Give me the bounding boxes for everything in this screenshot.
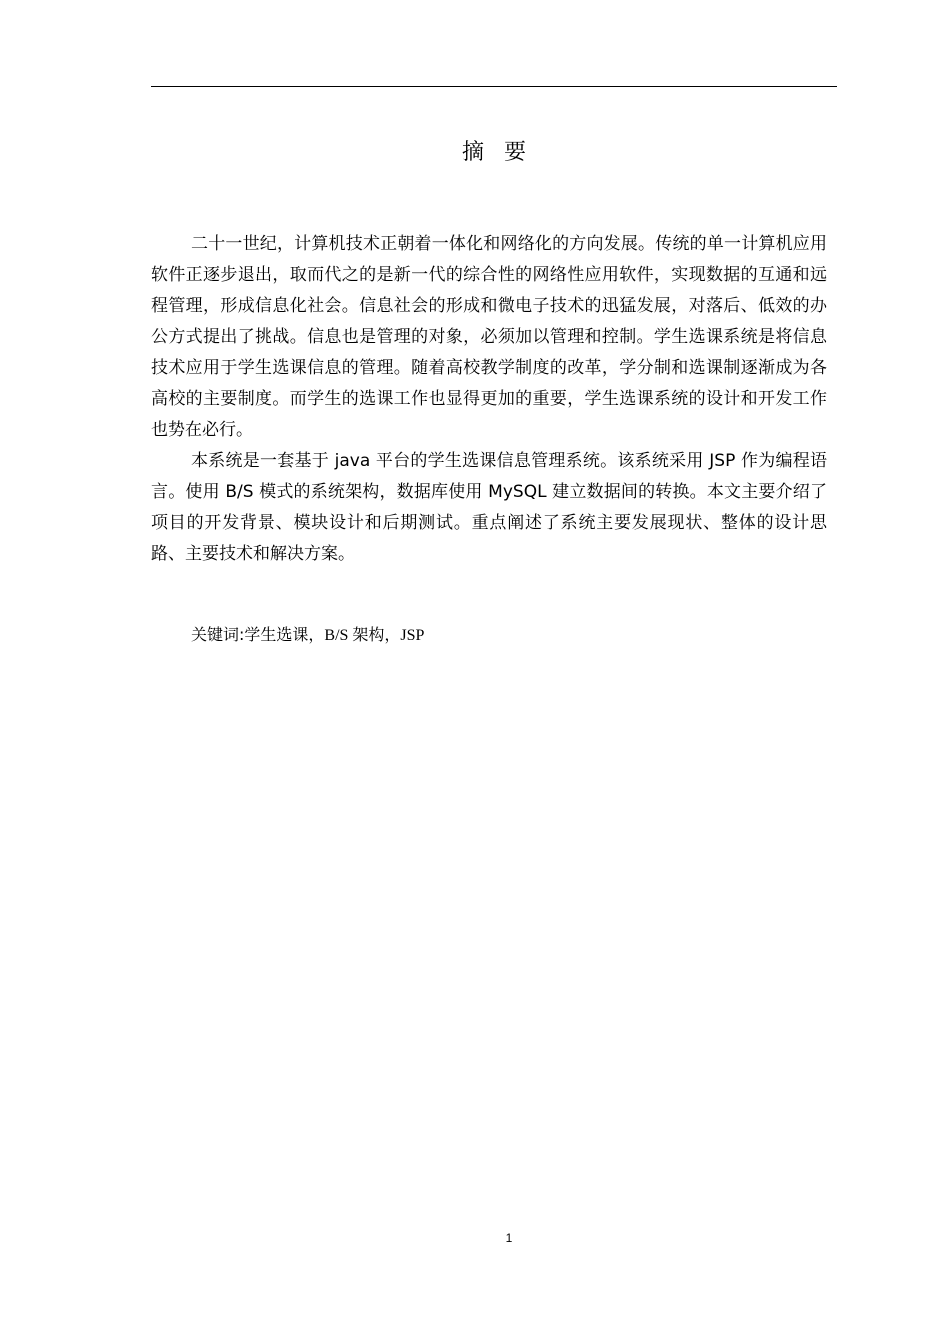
keywords-line	[191, 620, 827, 651]
page-number: 1	[505, 1231, 513, 1245]
abstract-paragraph-1: 二十一世纪，计算机技术正朝着一体化和网络化的方向发展。传统的单一计算机应用软件正逐步退出，取而代之的是新一代的综合性的网络性应用软件，实现数据的互通和远程管理，形成信息化社会。信息社会的形成和微电子技术的迅猛发展，对落后、低效的办公方式提出了挑战。信息也是管理的对象，必须加以管理和控制。学生选课系统是将信息技术应用于学生选课信息的管理。随着高校教学制度的改革，学分制和选课制逐渐成为各高校的主要制度。而学生的选课工作也显得更加的重要，学生选课系统的设计和开发工作也势在必行。	[151, 234, 827, 440]
abstract-body	[151, 229, 827, 570]
keywords-label: 关键词:	[191, 625, 245, 644]
keywords-value: 学生选课，B/S 架构，JSP	[244, 627, 425, 644]
header-rule	[151, 86, 837, 87]
abstract-title: 摘要	[461, 140, 546, 165]
abstract-paragraph-2: 本系统是一套基于 java 平台的学生选课信息管理系统。该系统采用 JSP 作为编程语言。使用 B/S 模式的系统架构，数据库使用 MySQL 建立数据间的转换。本文主要介绍了项目的开发背景、模块设计和后期测试。重点阐述了系统主要发展现状、整体的设计思路、主要技术和解决方案。	[151, 451, 827, 564]
